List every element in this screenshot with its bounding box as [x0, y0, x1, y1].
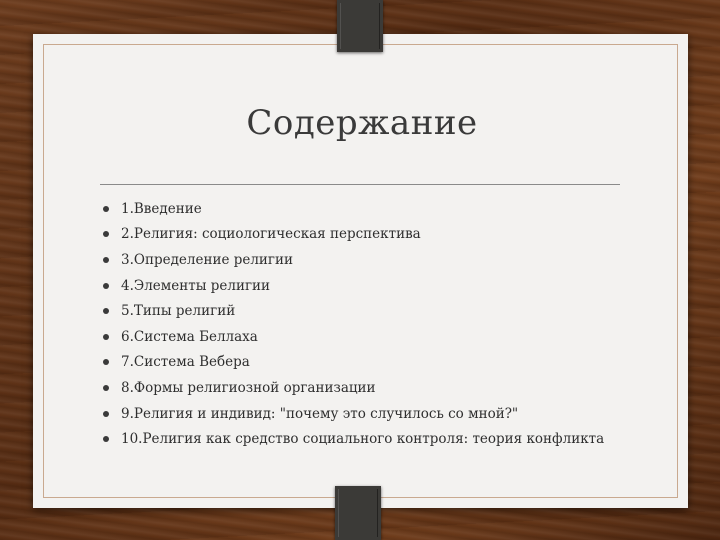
list-item-text: 7.Система Вебера — [121, 354, 250, 371]
list-item-text: 1.Введение — [121, 200, 202, 217]
bottom-clip — [335, 486, 381, 540]
list-item — [102, 247, 662, 273]
list-item-text: 9.Религия и индивид: "почему это случилось со мной?" — [121, 405, 519, 422]
bullet-icon — [103, 334, 109, 340]
list-item-text: 6.Система Беллаха — [121, 328, 258, 345]
list-item — [102, 222, 662, 248]
top-clip — [337, 0, 383, 52]
list-item — [102, 426, 662, 452]
bullet-icon — [103, 206, 109, 212]
list-item — [102, 401, 662, 427]
contents-list — [102, 196, 662, 452]
list-item-text: 8.Формы религиозной организации — [121, 379, 376, 396]
bullet-icon — [103, 436, 109, 442]
slide-title: Содержание — [246, 103, 478, 143]
list-item-text: 3.Определение религии — [121, 251, 293, 268]
list-item-text: 5.Типы религий — [121, 303, 236, 320]
list-item-text: 4.Элементы религии — [121, 277, 271, 294]
bullet-icon — [103, 231, 109, 237]
bullet-icon — [103, 283, 109, 289]
list-item-text: 2.Религия: социологическая перспектива — [121, 226, 421, 243]
bullet-icon — [103, 308, 109, 314]
list-item — [102, 375, 662, 401]
bullet-icon — [103, 257, 109, 263]
list-item — [102, 196, 662, 222]
bullet-icon — [103, 359, 109, 365]
list-item — [102, 298, 662, 324]
list-item — [102, 324, 662, 350]
title-divider — [100, 184, 620, 185]
list-item — [102, 350, 662, 376]
bullet-icon — [103, 385, 109, 391]
list-item — [102, 273, 662, 299]
list-item-text: 10.Религия как средство социального контроля: теория конфликта — [121, 431, 605, 448]
bullet-icon — [103, 411, 109, 417]
